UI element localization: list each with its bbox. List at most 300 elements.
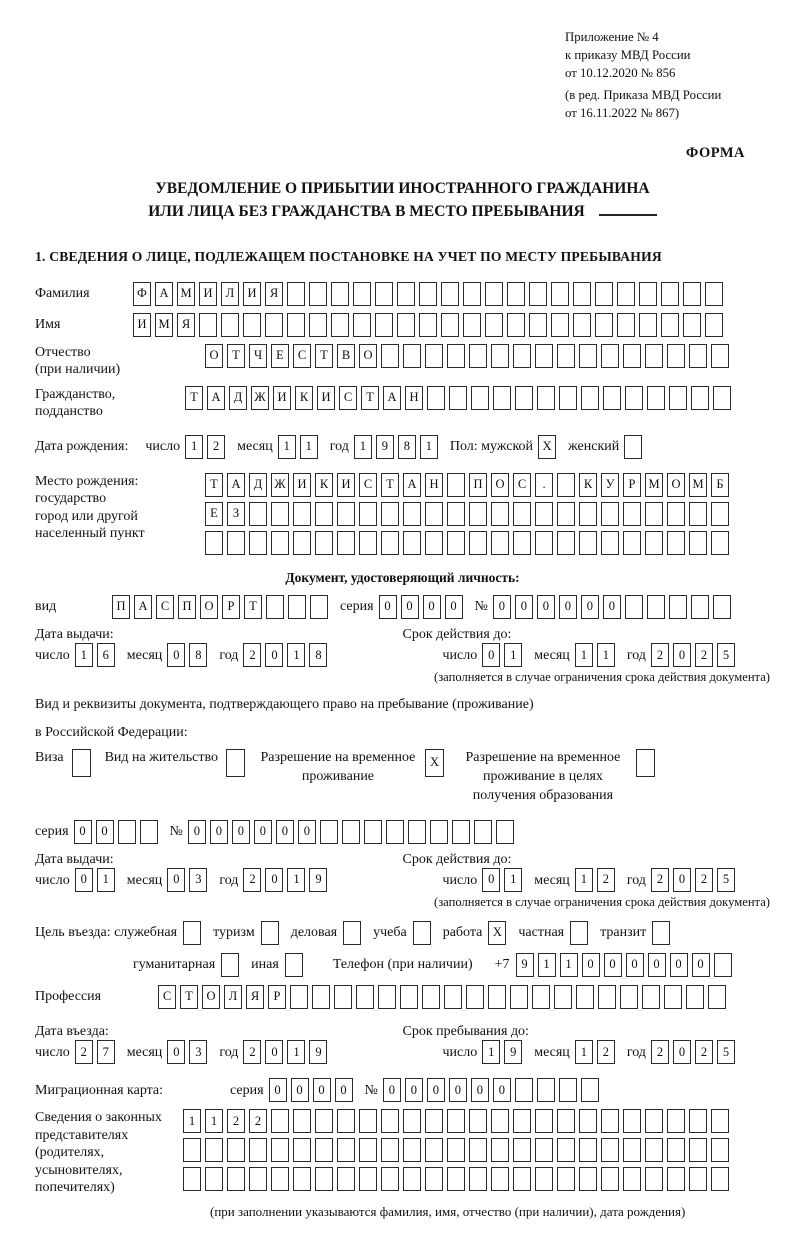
form-cell[interactable]: Л [221, 282, 239, 306]
form-cell[interactable]: 2 [695, 1040, 713, 1064]
form-cell[interactable]: 0 [379, 595, 397, 619]
form-cell[interactable] [271, 502, 289, 526]
form-cell[interactable] [227, 1138, 245, 1162]
form-cell[interactable] [72, 749, 91, 777]
form-cell[interactable]: Р [222, 595, 240, 619]
form-cell[interactable] [661, 313, 679, 337]
form-cell[interactable]: 6 [97, 643, 115, 667]
form-cell[interactable] [118, 820, 136, 844]
form-cell[interactable] [510, 985, 528, 1009]
form-cell[interactable] [469, 1167, 487, 1191]
form-cell[interactable] [463, 313, 481, 337]
form-cell[interactable]: 0 [673, 1040, 691, 1064]
form-cell[interactable] [667, 531, 685, 555]
form-cell[interactable] [645, 502, 663, 526]
form-cell[interactable]: 0 [581, 595, 599, 619]
form-cell[interactable] [535, 344, 553, 368]
form-cell[interactable] [266, 595, 284, 619]
form-cell[interactable] [559, 1078, 577, 1102]
form-cell[interactable]: 1 [185, 435, 203, 459]
form-cell[interactable]: 0 [427, 1078, 445, 1102]
form-cell[interactable]: Д [249, 473, 267, 497]
form-cell[interactable]: X [538, 435, 556, 459]
form-cell[interactable] [579, 1138, 597, 1162]
form-cell[interactable] [469, 1109, 487, 1133]
form-cell[interactable]: 0 [559, 595, 577, 619]
form-cell[interactable]: 1 [278, 435, 296, 459]
form-cell[interactable] [711, 1138, 729, 1162]
form-cell[interactable] [227, 531, 245, 555]
form-cell[interactable] [359, 1167, 377, 1191]
form-cell[interactable] [691, 386, 709, 410]
form-cell[interactable] [551, 313, 569, 337]
form-cell[interactable] [309, 313, 327, 337]
form-cell[interactable]: Я [246, 985, 264, 1009]
form-cell[interactable] [513, 1138, 531, 1162]
form-cell[interactable] [573, 282, 591, 306]
form-cell[interactable] [397, 282, 415, 306]
form-cell[interactable] [447, 531, 465, 555]
form-cell[interactable]: К [579, 473, 597, 497]
form-cell[interactable] [579, 1167, 597, 1191]
form-cell[interactable] [309, 282, 327, 306]
form-cell[interactable] [386, 820, 404, 844]
form-cell[interactable]: 0 [445, 595, 463, 619]
form-cell[interactable]: 1 [287, 868, 305, 892]
form-cell[interactable] [705, 282, 723, 306]
form-cell[interactable]: Т [244, 595, 262, 619]
form-cell[interactable]: 5 [717, 1040, 735, 1064]
form-cell[interactable]: Я [177, 313, 195, 337]
form-cell[interactable]: 0 [265, 868, 283, 892]
form-cell[interactable]: 1 [205, 1109, 223, 1133]
form-cell[interactable] [532, 985, 550, 1009]
form-cell[interactable] [491, 1167, 509, 1191]
form-cell[interactable]: С [359, 473, 377, 497]
form-cell[interactable]: 0 [604, 953, 622, 977]
form-cell[interactable]: 9 [516, 953, 534, 977]
form-cell[interactable]: 8 [398, 435, 416, 459]
form-cell[interactable] [535, 502, 553, 526]
form-cell[interactable] [293, 1109, 311, 1133]
form-cell[interactable] [287, 313, 305, 337]
form-cell[interactable] [288, 595, 306, 619]
form-cell[interactable] [337, 1167, 355, 1191]
form-cell[interactable]: О [359, 344, 377, 368]
form-cell[interactable] [625, 386, 643, 410]
form-cell[interactable]: С [513, 473, 531, 497]
form-cell[interactable] [199, 313, 217, 337]
form-cell[interactable] [507, 313, 525, 337]
form-cell[interactable]: О [200, 595, 218, 619]
form-cell[interactable]: И [243, 282, 261, 306]
form-cell[interactable] [529, 282, 547, 306]
form-cell[interactable] [271, 1138, 289, 1162]
form-cell[interactable] [343, 921, 361, 945]
form-cell[interactable]: С [156, 595, 174, 619]
form-cell[interactable]: 0 [383, 1078, 401, 1102]
form-cell[interactable] [598, 985, 616, 1009]
form-cell[interactable]: 0 [232, 820, 250, 844]
form-cell[interactable] [381, 1167, 399, 1191]
form-cell[interactable]: 0 [313, 1078, 331, 1102]
form-cell[interactable] [315, 1138, 333, 1162]
form-cell[interactable]: 1 [575, 868, 593, 892]
form-cell[interactable] [425, 1109, 443, 1133]
form-cell[interactable] [221, 313, 239, 337]
form-cell[interactable]: 0 [493, 595, 511, 619]
form-cell[interactable] [623, 344, 641, 368]
form-cell[interactable] [667, 1109, 685, 1133]
form-cell[interactable] [645, 344, 663, 368]
form-cell[interactable]: О [202, 985, 220, 1009]
form-cell[interactable] [381, 1138, 399, 1162]
form-cell[interactable] [226, 749, 245, 777]
form-cell[interactable] [469, 531, 487, 555]
form-cell[interactable]: 1 [575, 643, 593, 667]
form-cell[interactable] [261, 921, 279, 945]
form-cell[interactable] [581, 1078, 599, 1102]
form-cell[interactable] [140, 820, 158, 844]
form-cell[interactable]: И [133, 313, 151, 337]
form-cell[interactable] [645, 1109, 663, 1133]
form-cell[interactable] [513, 502, 531, 526]
form-cell[interactable] [413, 921, 431, 945]
form-cell[interactable]: 9 [376, 435, 394, 459]
form-cell[interactable]: 0 [423, 595, 441, 619]
form-cell[interactable]: О [205, 344, 223, 368]
form-cell[interactable]: М [155, 313, 173, 337]
form-cell[interactable] [293, 1138, 311, 1162]
form-cell[interactable] [661, 282, 679, 306]
form-cell[interactable]: С [339, 386, 357, 410]
form-cell[interactable]: 0 [298, 820, 316, 844]
form-cell[interactable] [342, 820, 360, 844]
form-cell[interactable] [669, 386, 687, 410]
form-cell[interactable] [337, 531, 355, 555]
form-cell[interactable]: 1 [504, 868, 522, 892]
form-cell[interactable] [636, 749, 655, 777]
form-cell[interactable]: . [535, 473, 553, 497]
form-cell[interactable] [624, 435, 642, 459]
form-cell[interactable]: 2 [243, 643, 261, 667]
form-cell[interactable]: 0 [482, 868, 500, 892]
form-cell[interactable]: Р [268, 985, 286, 1009]
form-cell[interactable]: М [645, 473, 663, 497]
form-cell[interactable] [474, 820, 492, 844]
form-cell[interactable] [469, 502, 487, 526]
form-cell[interactable] [711, 502, 729, 526]
form-cell[interactable]: 0 [254, 820, 272, 844]
form-cell[interactable] [557, 1138, 575, 1162]
form-cell[interactable] [183, 1138, 201, 1162]
form-cell[interactable]: Е [205, 502, 223, 526]
form-cell[interactable] [444, 985, 462, 1009]
form-cell[interactable] [469, 344, 487, 368]
form-cell[interactable]: Л [224, 985, 242, 1009]
form-cell[interactable] [573, 313, 591, 337]
form-cell[interactable]: 1 [538, 953, 556, 977]
form-cell[interactable]: 0 [291, 1078, 309, 1102]
form-cell[interactable] [447, 1109, 465, 1133]
form-cell[interactable] [205, 1138, 223, 1162]
form-cell[interactable] [537, 1078, 555, 1102]
form-cell[interactable]: 1 [560, 953, 578, 977]
form-cell[interactable] [623, 1138, 641, 1162]
form-cell[interactable] [375, 313, 393, 337]
form-cell[interactable]: 1 [575, 1040, 593, 1064]
form-cell[interactable] [491, 344, 509, 368]
form-cell[interactable] [576, 985, 594, 1009]
form-cell[interactable]: 2 [227, 1109, 245, 1133]
form-cell[interactable]: А [403, 473, 421, 497]
form-cell[interactable] [441, 282, 459, 306]
form-cell[interactable] [535, 1167, 553, 1191]
form-cell[interactable] [403, 1138, 421, 1162]
form-cell[interactable]: И [293, 473, 311, 497]
form-cell[interactable]: 1 [300, 435, 318, 459]
form-cell[interactable] [601, 531, 619, 555]
form-cell[interactable] [645, 1138, 663, 1162]
form-cell[interactable] [601, 1109, 619, 1133]
form-cell[interactable] [595, 282, 613, 306]
form-cell[interactable] [667, 502, 685, 526]
form-cell[interactable] [293, 1167, 311, 1191]
form-cell[interactable] [408, 820, 426, 844]
form-cell[interactable] [669, 595, 687, 619]
form-cell[interactable]: 5 [717, 868, 735, 892]
form-cell[interactable] [647, 386, 665, 410]
form-cell[interactable] [285, 953, 303, 977]
form-cell[interactable] [579, 1109, 597, 1133]
form-cell[interactable] [491, 502, 509, 526]
form-cell[interactable]: Е [271, 344, 289, 368]
form-cell[interactable] [601, 344, 619, 368]
form-cell[interactable]: 2 [243, 1040, 261, 1064]
form-cell[interactable]: Н [405, 386, 423, 410]
form-cell[interactable] [689, 502, 707, 526]
form-cell[interactable] [689, 1138, 707, 1162]
form-cell[interactable] [381, 1109, 399, 1133]
form-cell[interactable] [205, 1167, 223, 1191]
form-cell[interactable] [447, 1167, 465, 1191]
form-cell[interactable] [183, 1167, 201, 1191]
form-cell[interactable] [535, 1109, 553, 1133]
form-cell[interactable] [469, 1138, 487, 1162]
form-cell[interactable] [400, 985, 418, 1009]
form-cell[interactable]: А [155, 282, 173, 306]
form-cell[interactable]: 1 [97, 868, 115, 892]
form-cell[interactable] [353, 313, 371, 337]
form-cell[interactable]: Н [425, 473, 443, 497]
form-cell[interactable] [287, 282, 305, 306]
form-cell[interactable] [315, 502, 333, 526]
form-cell[interactable] [312, 985, 330, 1009]
form-cell[interactable] [515, 386, 533, 410]
form-cell[interactable] [381, 502, 399, 526]
form-cell[interactable] [485, 313, 503, 337]
form-cell[interactable]: 0 [265, 643, 283, 667]
form-cell[interactable] [320, 820, 338, 844]
form-cell[interactable] [623, 1167, 641, 1191]
form-cell[interactable] [403, 1109, 421, 1133]
form-cell[interactable] [271, 1109, 289, 1133]
form-cell[interactable] [425, 1138, 443, 1162]
form-cell[interactable]: 0 [515, 595, 533, 619]
form-cell[interactable]: М [177, 282, 195, 306]
form-cell[interactable]: 0 [482, 643, 500, 667]
form-cell[interactable] [639, 282, 657, 306]
form-cell[interactable] [403, 502, 421, 526]
form-cell[interactable]: Ж [251, 386, 269, 410]
form-cell[interactable] [488, 985, 506, 1009]
form-cell[interactable]: С [158, 985, 176, 1009]
form-cell[interactable] [403, 1167, 421, 1191]
form-cell[interactable]: Р [623, 473, 641, 497]
form-cell[interactable]: 9 [309, 868, 327, 892]
form-cell[interactable]: 2 [651, 643, 669, 667]
form-cell[interactable] [463, 282, 481, 306]
form-cell[interactable]: Т [180, 985, 198, 1009]
form-cell[interactable]: 0 [401, 595, 419, 619]
form-cell[interactable]: 0 [449, 1078, 467, 1102]
form-cell[interactable] [652, 921, 670, 945]
form-cell[interactable]: 0 [335, 1078, 353, 1102]
form-cell[interactable] [667, 344, 685, 368]
form-cell[interactable] [452, 820, 470, 844]
form-cell[interactable] [691, 595, 709, 619]
form-cell[interactable]: 2 [249, 1109, 267, 1133]
form-cell[interactable]: 0 [582, 953, 600, 977]
form-cell[interactable]: 0 [673, 868, 691, 892]
form-cell[interactable] [554, 985, 572, 1009]
form-cell[interactable] [513, 531, 531, 555]
form-cell[interactable] [227, 1167, 245, 1191]
form-cell[interactable] [331, 282, 349, 306]
form-cell[interactable] [617, 282, 635, 306]
form-cell[interactable] [381, 344, 399, 368]
form-cell[interactable] [425, 531, 443, 555]
form-cell[interactable]: 2 [243, 868, 261, 892]
form-cell[interactable]: 2 [695, 868, 713, 892]
form-cell[interactable] [471, 386, 489, 410]
form-cell[interactable] [711, 1167, 729, 1191]
form-cell[interactable]: 0 [405, 1078, 423, 1102]
form-cell[interactable] [557, 502, 575, 526]
form-cell[interactable] [551, 282, 569, 306]
form-cell[interactable] [507, 282, 525, 306]
form-cell[interactable] [337, 502, 355, 526]
form-cell[interactable]: К [315, 473, 333, 497]
form-cell[interactable] [617, 313, 635, 337]
form-cell[interactable] [293, 502, 311, 526]
form-cell[interactable] [491, 1138, 509, 1162]
form-cell[interactable] [579, 502, 597, 526]
form-cell[interactable] [493, 386, 511, 410]
form-cell[interactable] [713, 386, 731, 410]
form-cell[interactable] [708, 985, 726, 1009]
form-cell[interactable]: С [293, 344, 311, 368]
form-cell[interactable] [337, 1138, 355, 1162]
form-cell[interactable] [447, 344, 465, 368]
form-cell[interactable]: Ч [249, 344, 267, 368]
form-cell[interactable] [689, 1167, 707, 1191]
form-cell[interactable] [419, 282, 437, 306]
form-cell[interactable] [315, 1167, 333, 1191]
form-cell[interactable] [249, 502, 267, 526]
form-cell[interactable] [265, 313, 283, 337]
form-cell[interactable]: Т [381, 473, 399, 497]
form-cell[interactable] [625, 595, 643, 619]
form-cell[interactable]: 0 [96, 820, 114, 844]
form-cell[interactable] [683, 313, 701, 337]
form-cell[interactable] [375, 282, 393, 306]
form-cell[interactable]: А [134, 595, 152, 619]
form-cell[interactable] [642, 985, 660, 1009]
form-cell[interactable] [466, 985, 484, 1009]
form-cell[interactable] [579, 531, 597, 555]
form-cell[interactable]: 9 [504, 1040, 522, 1064]
form-cell[interactable]: П [178, 595, 196, 619]
form-cell[interactable] [447, 1138, 465, 1162]
form-cell[interactable] [425, 1167, 443, 1191]
form-cell[interactable]: 2 [651, 1040, 669, 1064]
form-cell[interactable] [183, 921, 201, 945]
form-cell[interactable] [595, 313, 613, 337]
form-cell[interactable]: Т [185, 386, 203, 410]
form-cell[interactable] [243, 313, 261, 337]
form-cell[interactable] [359, 531, 377, 555]
form-cell[interactable] [403, 344, 421, 368]
form-cell[interactable]: 1 [504, 643, 522, 667]
form-cell[interactable]: 0 [210, 820, 228, 844]
form-cell[interactable] [397, 313, 415, 337]
form-cell[interactable]: 0 [692, 953, 710, 977]
form-cell[interactable] [427, 386, 445, 410]
form-cell[interactable] [686, 985, 704, 1009]
form-cell[interactable]: Д [229, 386, 247, 410]
form-cell[interactable] [667, 1167, 685, 1191]
form-cell[interactable]: У [601, 473, 619, 497]
form-cell[interactable]: X [425, 749, 444, 777]
form-cell[interactable]: И [273, 386, 291, 410]
form-cell[interactable]: 9 [309, 1040, 327, 1064]
form-cell[interactable]: 5 [717, 643, 735, 667]
form-cell[interactable] [290, 985, 308, 1009]
form-cell[interactable] [205, 531, 223, 555]
form-cell[interactable] [249, 1138, 267, 1162]
form-cell[interactable] [359, 502, 377, 526]
form-cell[interactable] [559, 386, 577, 410]
form-cell[interactable]: Т [361, 386, 379, 410]
form-cell[interactable] [579, 344, 597, 368]
form-cell[interactable]: 0 [648, 953, 666, 977]
form-cell[interactable] [249, 1167, 267, 1191]
form-cell[interactable] [271, 531, 289, 555]
form-cell[interactable] [683, 282, 701, 306]
form-cell[interactable]: Т [315, 344, 333, 368]
form-cell[interactable]: 0 [269, 1078, 287, 1102]
form-cell[interactable]: 1 [75, 643, 93, 667]
form-cell[interactable]: М [689, 473, 707, 497]
form-cell[interactable]: О [667, 473, 685, 497]
form-cell[interactable]: З [227, 502, 245, 526]
form-cell[interactable]: 2 [695, 643, 713, 667]
form-cell[interactable] [601, 1167, 619, 1191]
form-cell[interactable]: 0 [167, 1040, 185, 1064]
form-cell[interactable]: 7 [97, 1040, 115, 1064]
form-cell[interactable]: 0 [265, 1040, 283, 1064]
